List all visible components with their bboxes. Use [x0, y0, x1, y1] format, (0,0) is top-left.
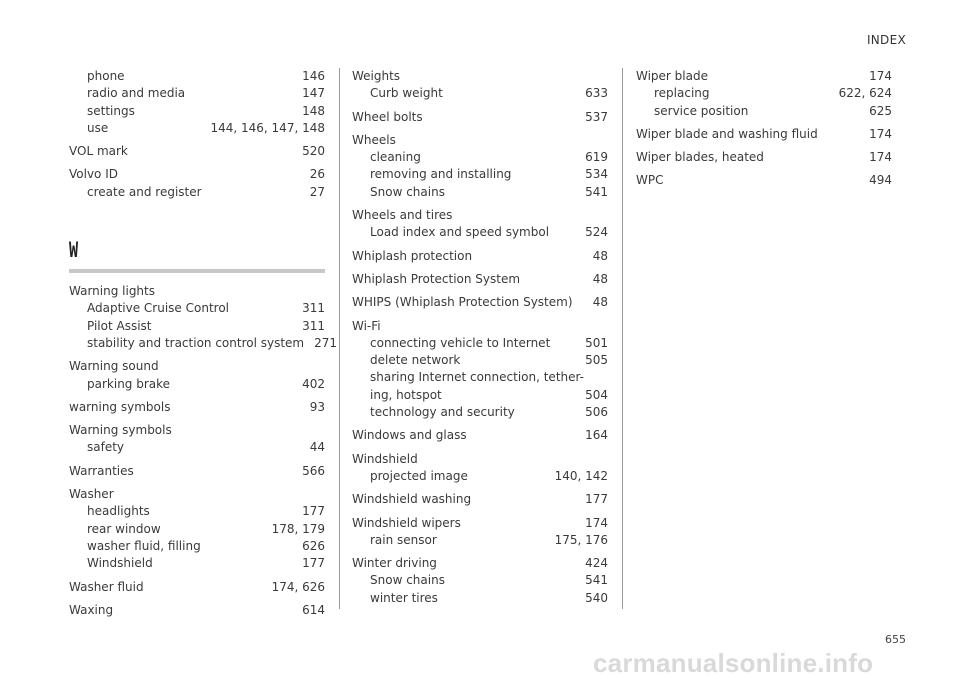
index-subentry: replacing 622, 624 [654, 86, 892, 101]
index-entry [69, 399, 325, 416]
index-entry [636, 126, 892, 143]
index-entry [352, 248, 608, 265]
index-subentry: phone 146 [87, 69, 325, 83]
index-subentry: delete network 505 [370, 353, 608, 368]
index-subentry: Snow chains 541 [370, 184, 608, 199]
index-entry [352, 515, 608, 550]
index-entry-line: Winter driving 424 [352, 556, 608, 571]
index-entry-line: Warning sound [69, 359, 159, 374]
index-entry-line: Wheel bolts 537 [352, 109, 608, 124]
index-entry [69, 166, 325, 201]
index-subentry: service position 625 [654, 103, 892, 118]
index-entry [352, 451, 608, 486]
index-entry [636, 149, 892, 166]
index-subentry: safety 44 [87, 440, 325, 455]
index-entry-line: Wiper blade and washing fluid 174 [636, 126, 892, 141]
index-entry [69, 463, 325, 480]
index-entry [636, 68, 892, 120]
index-entry [352, 555, 608, 607]
index-subentry: headlights 177 [87, 504, 325, 519]
index-subentry: connecting vehicle to Internet 501 [370, 335, 608, 350]
section-divider-bar [69, 269, 325, 273]
index-entry [69, 602, 325, 619]
index-entry-line: WPC 494 [636, 173, 892, 188]
index-entry-line: Windshield wipers 174 [352, 515, 608, 530]
index-entry [69, 486, 325, 572]
column-divider [622, 68, 623, 609]
index-subentry: rain sensor 175, 176 [370, 532, 608, 547]
index-subentry: stability and traction control system 271 [87, 335, 338, 350]
index-entry-line: VOL mark 520 [69, 144, 325, 159]
index-subentry: parking brake 402 [87, 376, 325, 391]
index-entry-line: Weights [352, 69, 401, 83]
watermark-text: carmanualsonline.info [593, 648, 874, 678]
page-header-title: INDEX [866, 33, 906, 47]
index-entry-line: Warning symbols [69, 423, 172, 438]
continued-entry-group [69, 68, 325, 137]
index-subentry: Adaptive Cruise Control 311 [87, 301, 325, 316]
index-entry-line: Warranties 566 [69, 463, 325, 478]
index-subentry: Pilot Assist 311 [87, 318, 325, 333]
page-number: 655 [885, 633, 906, 646]
index-entry-line: Whiplash protection 48 [352, 248, 608, 263]
index-entry [636, 172, 892, 189]
index-entry-line: Volvo ID 26 [69, 167, 325, 182]
index-entry [352, 207, 608, 242]
index-entry [69, 143, 325, 160]
index-subentry: use 144, 146, 147, 148 [87, 120, 325, 135]
index-entry [69, 358, 325, 393]
section-letter: W [69, 238, 79, 263]
index-entry-line: Wiper blade 174 [636, 69, 892, 83]
index-subentry: washer fluid, filling 626 [87, 538, 325, 553]
index-subentry: Windshield 177 [87, 556, 325, 571]
letter-section-heading [69, 239, 325, 273]
index-subentry: projected image 140, 142 [370, 468, 608, 483]
index-entry-line: Wiper blades, heated 174 [636, 150, 892, 165]
index-entry [69, 422, 325, 457]
index-column-3 [636, 68, 892, 196]
index-subentry: Snow chains 541 [370, 573, 608, 588]
index-entry [352, 318, 608, 422]
index-entry-line: Wi-Fi [352, 318, 381, 333]
column-divider [339, 68, 340, 609]
index-subentry: removing and installing 534 [370, 167, 608, 182]
index-entry-line: Windows and glass 164 [352, 428, 608, 443]
index-entry-line: Windshield [352, 451, 418, 466]
index-entry [352, 271, 608, 288]
index-subentry: winter tires 540 [370, 590, 608, 605]
index-entry [69, 579, 325, 596]
index-entry [352, 427, 608, 444]
index-entry-line: warning symbols 93 [69, 399, 325, 414]
index-entry-line: Wheels [352, 132, 396, 147]
index-entry-line: Washer fluid 174, 626 [69, 579, 325, 594]
index-column-1 [69, 68, 338, 625]
index-subentry: radio and media 147 [87, 86, 325, 101]
index-entry-line: Waxing 614 [69, 602, 325, 617]
index-subentry: technology and security 506 [370, 405, 608, 420]
index-entry [352, 491, 608, 508]
index-entry [352, 109, 608, 126]
index-entry [352, 68, 608, 103]
index-subentry: Curb weight 633 [370, 86, 608, 101]
index-entry-line: Whiplash Protection System 48 [352, 271, 608, 286]
index-entry-line: Warning lights [69, 284, 155, 299]
index-subentry: Load index and speed symbol 524 [370, 225, 608, 240]
index-entry [352, 132, 608, 201]
index-entry [69, 283, 338, 352]
index-subentry: rear window 178, 179 [87, 521, 325, 536]
index-entry-line: Washer [69, 487, 114, 502]
index-subentry-wrapped: sharing Internet connection, tether- [370, 370, 585, 385]
index-entry-line: Windshield washing 177 [352, 492, 608, 507]
index-subentry: create and register 27 [87, 184, 325, 199]
index-subentry: settings 148 [87, 103, 325, 118]
index-subentry-continuation: ing, hotspot 504 [370, 387, 608, 402]
index-entry-line: WHIPS (Whiplash Protection System) 48 [352, 295, 608, 310]
index-column-2 [352, 68, 608, 613]
index-subentry: cleaning 619 [370, 150, 608, 165]
index-entry-line: Wheels and tires [352, 208, 453, 223]
index-entry [352, 294, 608, 311]
